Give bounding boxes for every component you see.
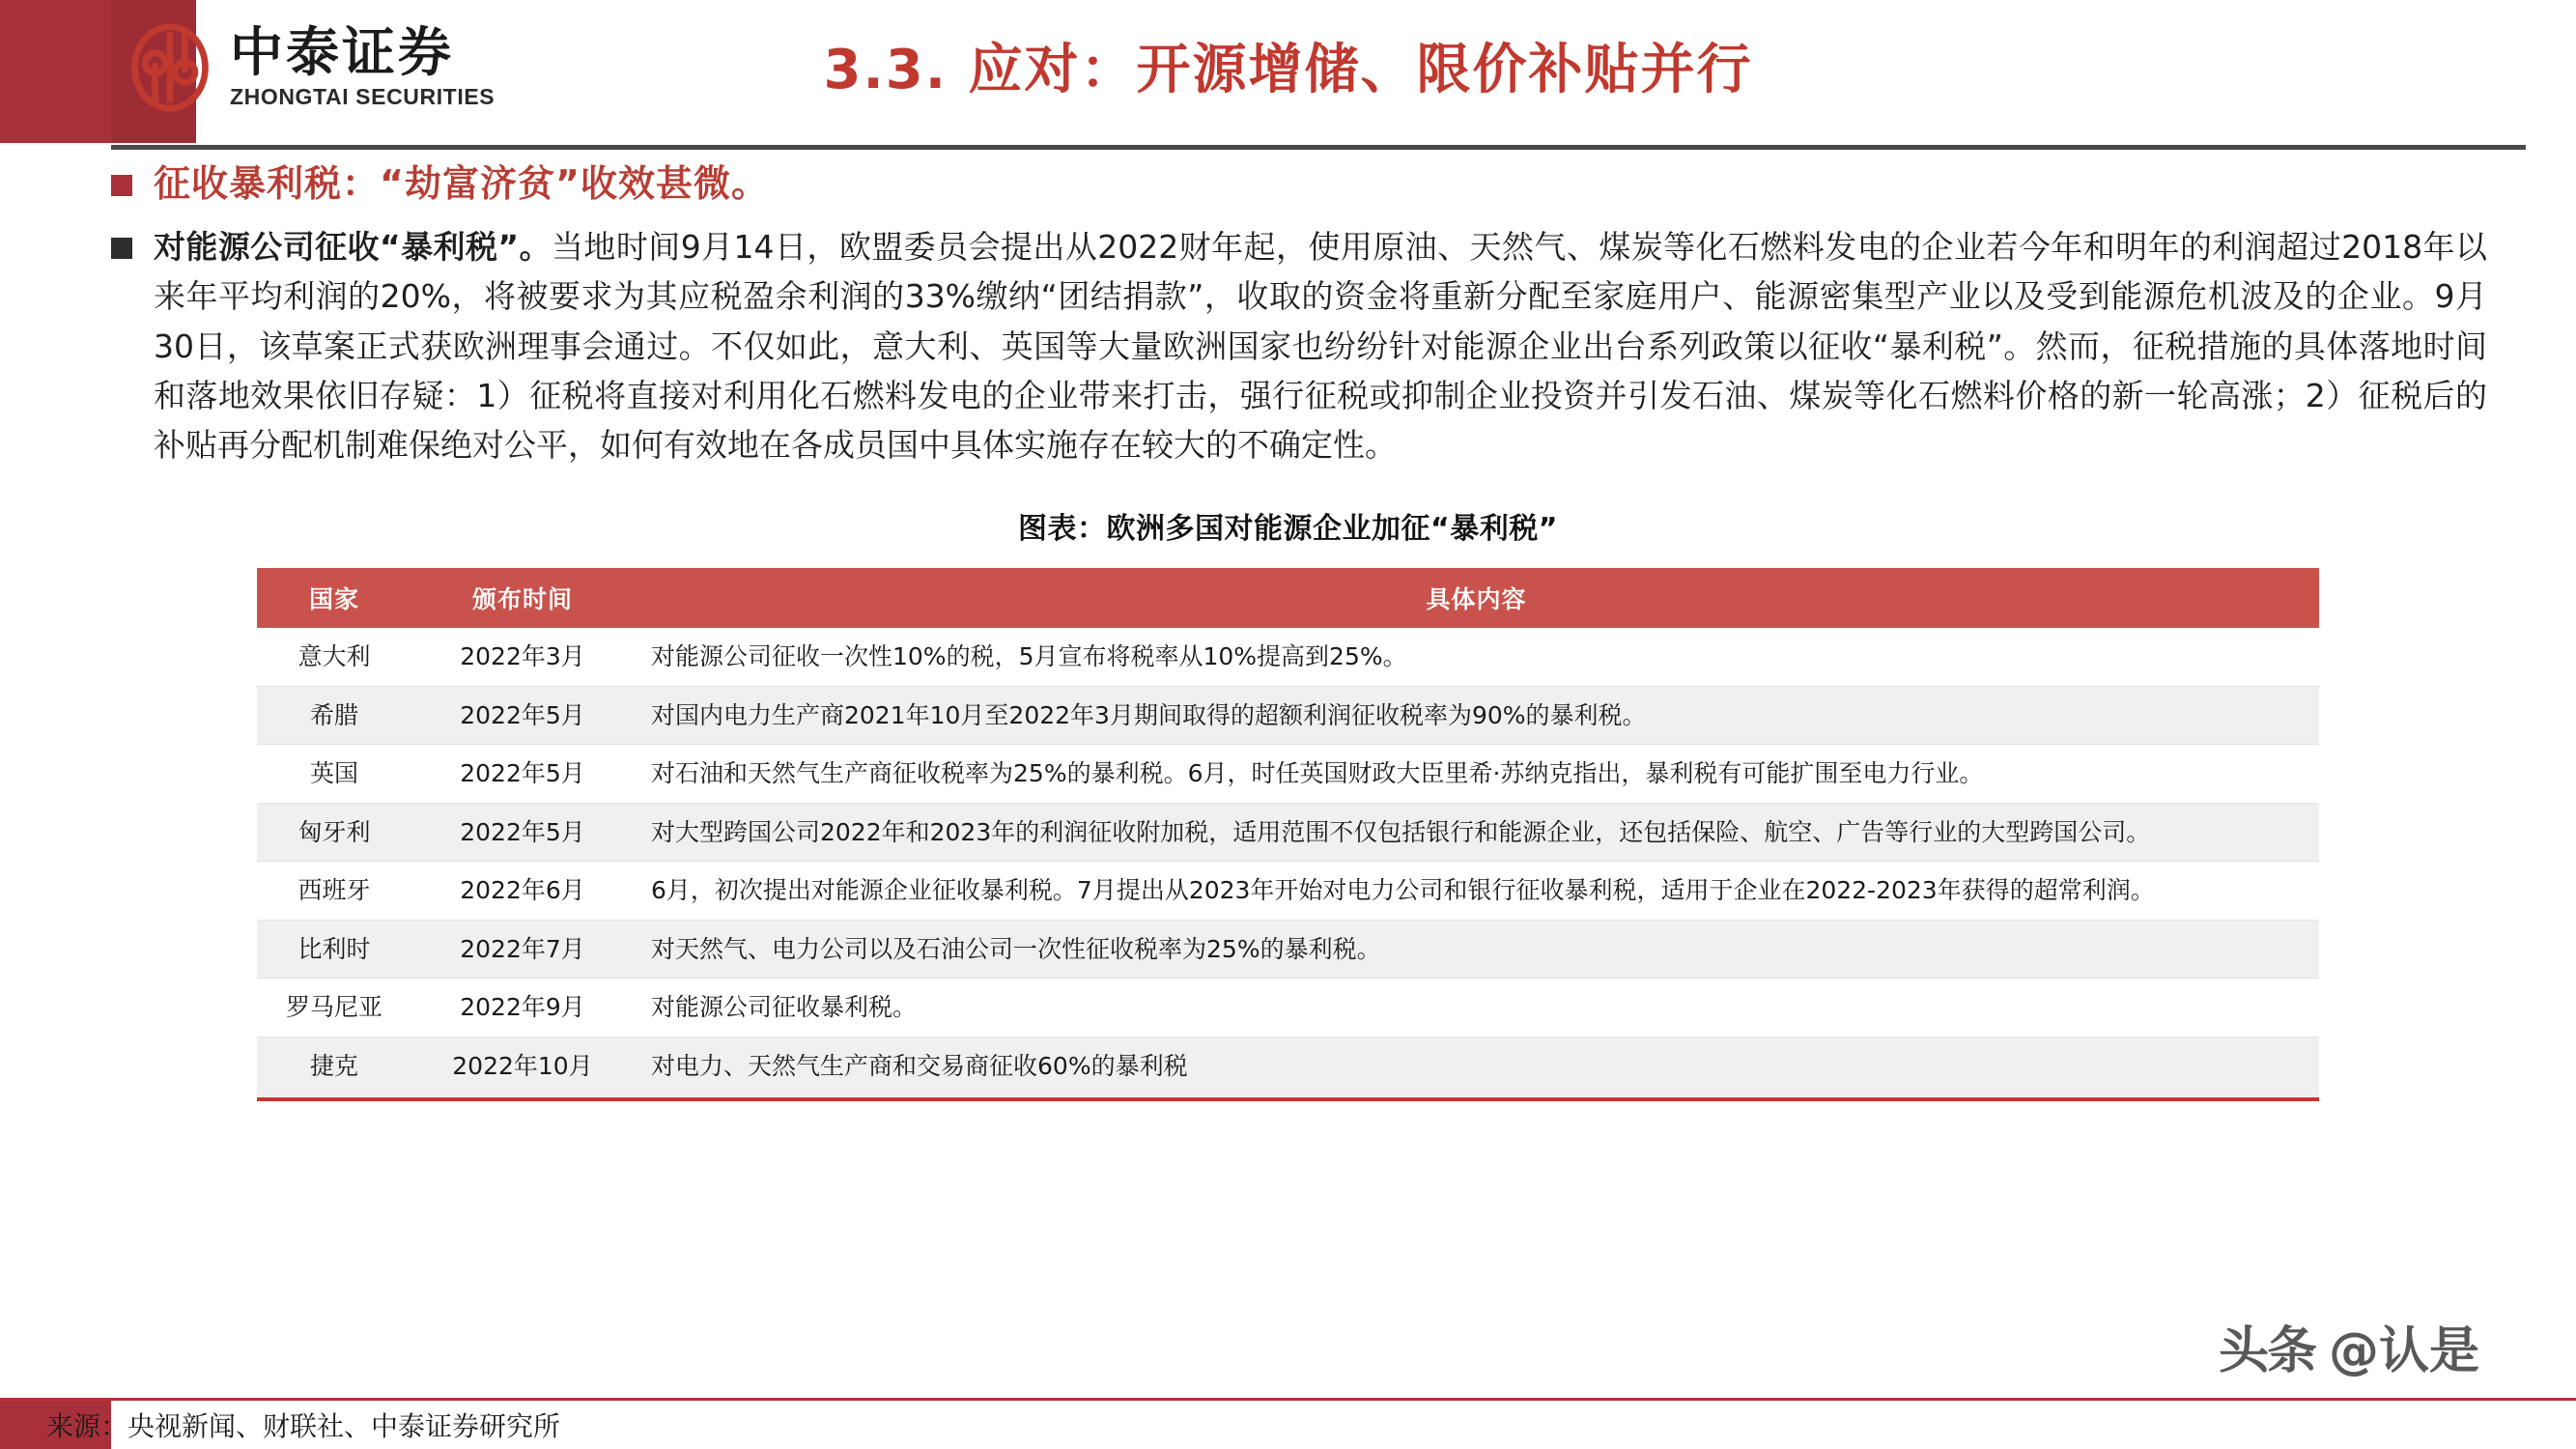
cell-date: 2022年5月 (411, 745, 634, 804)
table-body (257, 628, 2319, 1095)
bullet-square-icon (111, 175, 132, 196)
col-header-detail: 具体内容 (634, 568, 2319, 628)
page-title: 3.3. 应对：开源增储、限价补贴并行 (823, 39, 1753, 101)
slide-body (0, 159, 2576, 1101)
cell-detail: 对国内电力生产商2021年10月至2022年3月期间取得的超额利润征收税率为90%的暴利税。 (634, 686, 2319, 745)
table-row (257, 686, 2319, 745)
table-row (257, 1037, 2319, 1095)
cell-date: 2022年9月 (411, 979, 634, 1037)
exhibit-table-container (257, 568, 2319, 1101)
table-row (257, 862, 2319, 921)
cell-detail: 对石油和天然气生产商征收税率为25%的暴利税。6月，时任英国财政大臣里希·苏纳克指出，暴利税有可能扩围至电力行业。 (634, 745, 2319, 804)
bullet-square-icon (111, 238, 132, 259)
footer-divider (0, 1398, 2576, 1401)
source-note: 来源：央视新闻、财联社、中泰证券研究所 (46, 1410, 561, 1442)
table-head (257, 568, 2319, 628)
cell-detail: 对能源公司征收一次性10%的税，5月宣布将税率从10%提高到25%。 (634, 628, 2319, 686)
table-row (257, 628, 2319, 686)
cell-country: 英国 (257, 745, 411, 804)
table-header-row (257, 568, 2319, 628)
cell-detail: 对能源公司征收暴利税。 (634, 979, 2319, 1037)
table-bottom-divider (257, 1097, 2319, 1101)
paragraph-rest: 当地时间9月14日，欧盟委员会提出从2022财年起，使用原油、天然气、煤炭等化石燃料发电的企业若今年和明年的利润超过2018年以来年平均利润的20%，将被要求为其应税盈余利润的33%缴纳“团结捐款”，收取的资金将重新分配至家庭用户、能源密集型产业以及受到能源危机波及的企业。9月30日，该草案正式获欧洲理事会通过。不仅如此，意大利、英国等大量欧洲国家也纷纷针对能源企业出台系列政策以征收“暴利税”。然而，征税措施的具体落地时间和落地效果依旧存疑：1）征税将直接对利用化石燃料发电的企业带来打击，强行征税或抑制企业投资并引发石油、煤炭等化石燃料价格的新一轮高涨；2）征税后的补贴再分配机制难保绝对公平，如何有效地在各成员国中具体实施存在较大的不确定性。 (154, 228, 2487, 464)
exhibit-caption: 图表：欧洲多国对能源企业加征“暴利税” (1018, 512, 1558, 546)
cell-country: 希腊 (257, 686, 411, 745)
bullet-item-2 (0, 222, 2576, 469)
cell-detail: 对电力、天然气生产商和交易商征收60%的暴利税 (634, 1037, 2319, 1095)
cell-date: 2022年6月 (411, 862, 634, 921)
cell-country: 捷克 (257, 1037, 411, 1095)
bullet-1-text: 征收暴利税：“劫富济贫”收效甚微。 (154, 162, 769, 205)
table-row (257, 979, 2319, 1037)
cell-detail: 对大型跨国公司2022年和2023年的利润征收附加税，适用范围不仅包括银行和能源企业，还包括保险、航空、广告等行业的大型跨国公司。 (634, 803, 2319, 862)
watermark (2219, 1310, 2479, 1382)
brand-name-en: ZHONGTAI SECURITIES (230, 84, 495, 110)
cell-date: 2022年7月 (411, 920, 634, 979)
watermark-handle: @认是 (2328, 1322, 2479, 1380)
header-divider (111, 145, 2526, 150)
slide-header (0, 0, 2576, 143)
cell-date: 2022年10月 (411, 1037, 634, 1095)
windfall-tax-table (257, 568, 2319, 1095)
cell-detail: 对天然气、电力公司以及石油公司一次性征收税率为25%的暴利税。 (634, 920, 2319, 979)
cell-date: 2022年5月 (411, 686, 634, 745)
cell-country: 比利时 (257, 920, 411, 979)
paragraph-main (154, 222, 2487, 469)
table-row (257, 920, 2319, 979)
bullet-item-1 (0, 159, 2576, 209)
brand-name-cn: 中泰证券 (230, 20, 455, 83)
cell-country: 匈牙利 (257, 803, 411, 862)
cell-detail: 6月，初次提出对能源企业征收暴利税。7月提出从2023年开始对电力公司和银行征收暴利税，适用于企业在2022-2023年获得的超常利润。 (634, 862, 2319, 921)
cell-date: 2022年5月 (411, 803, 634, 862)
cell-country: 西班牙 (257, 862, 411, 921)
col-header-date: 颁布时间 (411, 568, 634, 628)
table-row (257, 745, 2319, 804)
table-row (257, 803, 2319, 862)
toutiao-logo-icon: 头条 (2218, 1322, 2315, 1380)
col-header-country: 国家 (257, 568, 411, 628)
cell-country: 意大利 (257, 628, 411, 686)
cell-date: 2022年3月 (411, 628, 634, 686)
cell-country: 罗马尼亚 (257, 979, 411, 1037)
paragraph-lead: 对能源公司征收“暴利税”。 (154, 228, 552, 267)
